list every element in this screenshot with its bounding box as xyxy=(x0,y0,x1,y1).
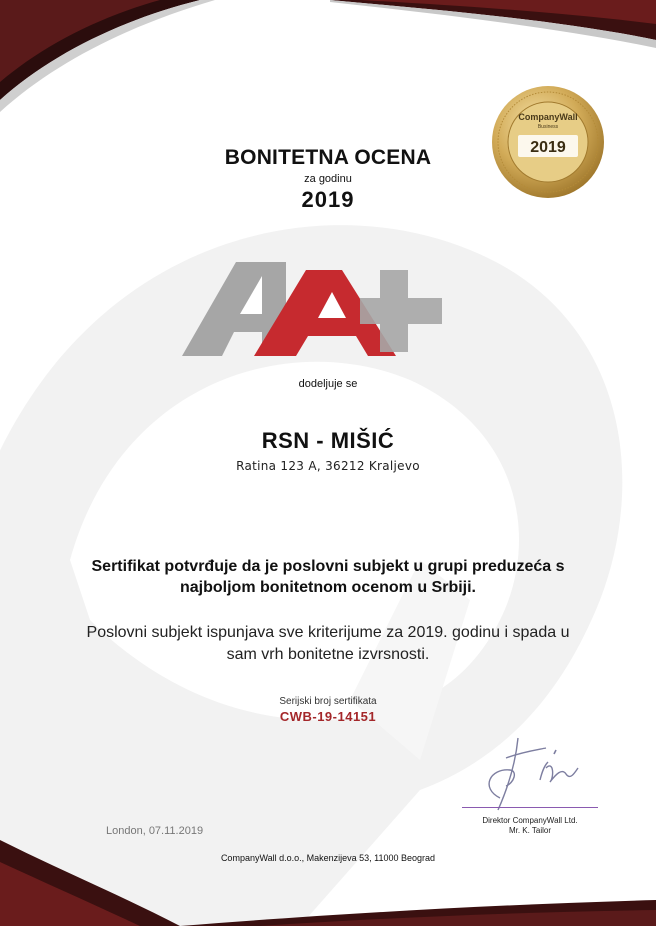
signer-title: Direktor CompanyWall Ltd. xyxy=(482,816,578,825)
rating-logo xyxy=(182,262,446,356)
signer-name: Mr. K. Tailor xyxy=(508,826,552,835)
signer-block xyxy=(462,816,598,836)
certificate-year: 2019 xyxy=(301,187,355,212)
serial-number: CWB-19-14151 xyxy=(279,709,377,724)
year-prefix: za godinu xyxy=(304,173,352,185)
top-left-frame xyxy=(0,0,215,112)
company-name: RSN - MIŠIĆ xyxy=(261,428,395,453)
signature-line xyxy=(462,807,598,808)
footer-address: CompanyWall d.o.o., Makenzijeva 53, 11000 Beograd xyxy=(220,853,436,863)
top-right-frame xyxy=(330,0,656,48)
criteria-text: Poslovni subjekt ispunjava sve kriterijume za 2019. godinu i spada u sam vrh bonitetne izvrsnosti. xyxy=(86,624,570,663)
signature-image xyxy=(470,728,590,812)
company-address: Ratina 123 A, 36212 Kraljevo xyxy=(236,459,420,473)
seal-brand-sub: Business xyxy=(537,124,559,130)
seal-year: 2019 xyxy=(530,139,566,156)
serial-label: Serijski broj sertifikata xyxy=(279,696,377,707)
certificate-statement: Sertifikat potvrđuje da je poslovni subjekt u grupi preduzeća s najboljom bonitetnom ocenom u Srbiji. xyxy=(91,558,565,596)
awarded-to-label: dodeljuje se xyxy=(298,378,358,390)
certificate-title: BONITETNA OCENA xyxy=(224,146,432,169)
seal-brand: CompanyWall xyxy=(518,112,578,122)
place-and-date: London, 07.11.2019 xyxy=(106,825,204,837)
